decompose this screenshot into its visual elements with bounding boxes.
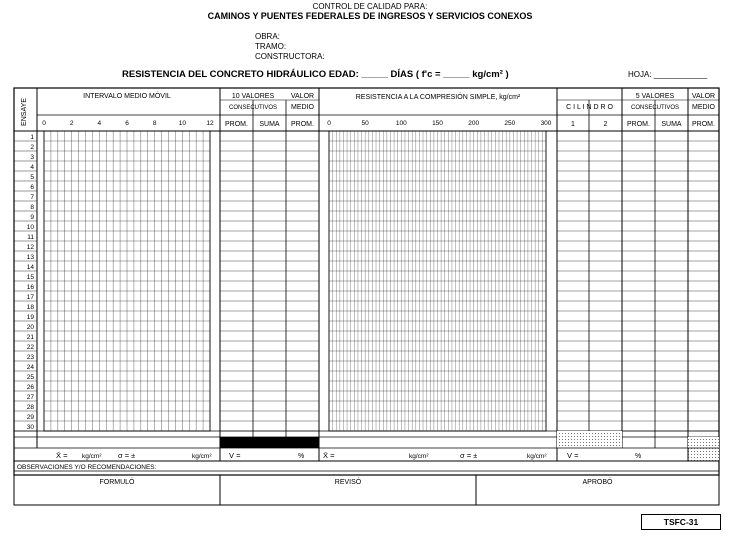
shaded-cell [557, 437, 622, 448]
row-number: 11 [27, 234, 34, 241]
resistencia-header: RESISTENCIA A LA COMPRESIÓN SIMPLE, kg/cm² [355, 94, 521, 101]
xbar-label: X̄ = [323, 451, 335, 460]
valores5-header: 5 VALORES [635, 93, 675, 100]
cilindro-header: C I L I N D R O [566, 104, 613, 111]
row-number: 10 [26, 224, 34, 231]
prom-header: PROM. [692, 121, 715, 128]
header-line2: CAMINOS Y PUENTES FEDERALES DE INGRESOS Y SERVICIOS CONEXOS [207, 11, 533, 21]
unit-label: kg/cm² [527, 453, 547, 460]
cilindro-2-header: 2 [603, 121, 608, 128]
resistencia-tick: 300 [540, 120, 552, 127]
row-number: 17 [26, 294, 34, 301]
aprobo-label: APROBÓ [582, 479, 613, 486]
resistencia-tick: 0 [327, 120, 331, 127]
row-number: 8 [30, 204, 34, 211]
resistencia-tick: 200 [468, 120, 480, 127]
row-number: 30 [26, 424, 34, 431]
resistencia-tick: 50 [361, 120, 369, 127]
constructora-label: CONSTRUCTORA: [255, 52, 325, 61]
obra-label: OBRA: [255, 32, 280, 41]
row-number: 7 [30, 194, 34, 201]
xbar-label: X̄ = [56, 451, 68, 460]
row-number: 21 [26, 334, 34, 341]
consecutivos-header: CONSECUTIVOS [630, 105, 680, 111]
row-number: 1 [30, 134, 34, 141]
valor-header: VALOR [290, 93, 315, 100]
cilindro-1-header: 1 [571, 121, 575, 128]
ensaye-header: ENSAYE [21, 98, 28, 126]
tramo-label: TRAMO: [255, 42, 287, 51]
v-label: V = [567, 451, 579, 460]
header-line1: CONTROL DE CALIDAD PARA: [312, 2, 428, 11]
medio-header: MEDIO [692, 104, 715, 111]
row-number: 3 [30, 154, 34, 161]
row-number: 15 [26, 274, 34, 281]
intervalo-tick: 0 [42, 120, 46, 127]
pct-label: % [635, 453, 642, 460]
unit-label: kg/cm² [409, 453, 429, 460]
suma-header: SUMA [259, 121, 280, 128]
row-number: 26 [26, 384, 34, 391]
unit-label: kg/cm² [82, 453, 102, 460]
hoja-label: HOJA: ____________ [628, 70, 708, 79]
row-number: 27 [26, 394, 34, 401]
reviso-label: REVISÓ [334, 479, 362, 486]
valor-header: VALOR [691, 93, 716, 100]
row-number: 9 [30, 214, 34, 221]
row-number: 25 [26, 374, 34, 381]
row-number: 22 [26, 344, 34, 351]
observaciones-label: OBSERVACIONES Y/O RECOMENDACIONES: [17, 464, 157, 471]
medio-header: MEDIO [291, 104, 314, 111]
resistencia-tick: 250 [504, 120, 516, 127]
row-number: 23 [26, 354, 34, 361]
row-number: 20 [26, 324, 34, 331]
row-number: 16 [26, 284, 34, 291]
shaded-cell [688, 437, 719, 461]
intervalo-tick: 8 [152, 120, 157, 127]
v-label: V = [229, 451, 241, 460]
resistencia-tick: 150 [432, 120, 443, 127]
sigma-label: σ = ± [460, 451, 478, 460]
pct-label: % [298, 453, 305, 460]
prom-header: PROM. [627, 121, 650, 128]
resistencia-tick: 100 [395, 120, 407, 127]
prom-header: PROM. [291, 121, 314, 128]
shaded-cell [557, 431, 622, 437]
intervalo-header: INTERVALO MEDIO MÓVIL [83, 93, 171, 100]
row-number: 6 [30, 184, 34, 191]
sigma-label: σ = ± [118, 451, 136, 460]
row-number: 18 [26, 304, 34, 311]
row-number: 13 [26, 254, 34, 261]
intervalo-tick: 2 [69, 120, 74, 127]
unit-label: kg/cm² [192, 453, 212, 460]
row-number: 4 [30, 164, 34, 171]
row-number: 14 [26, 264, 34, 271]
intervalo-tick: 6 [125, 120, 129, 127]
formulo-label: FORMULÓ [99, 479, 135, 486]
valores10-header: 10 VALORES [231, 93, 275, 100]
intervalo-tick: 10 [178, 120, 186, 127]
row-number: 2 [30, 144, 34, 151]
form-title: RESISTENCIA DEL CONCRETO HIDRÁULICO EDAD: _____ DÍAS ( f'c = _____ kg/cm² ) [122, 69, 509, 80]
row-number: 5 [30, 174, 34, 181]
row-number: 12 [26, 244, 34, 251]
consecutivos-header: CONSECUTIVOS [228, 105, 278, 111]
intervalo-tick: 4 [97, 120, 102, 127]
table-frame [14, 88, 719, 475]
row-number: 24 [26, 364, 34, 371]
row-number: 28 [26, 404, 34, 411]
intervalo-tick: 12 [206, 120, 214, 127]
row-number: 29 [26, 414, 34, 421]
suma-header: SUMA [661, 121, 682, 128]
prom-header: PROM. [225, 121, 248, 128]
form-code: TSFC-31 [641, 514, 721, 530]
filled-bar [220, 437, 319, 448]
row-number: 19 [26, 314, 34, 321]
